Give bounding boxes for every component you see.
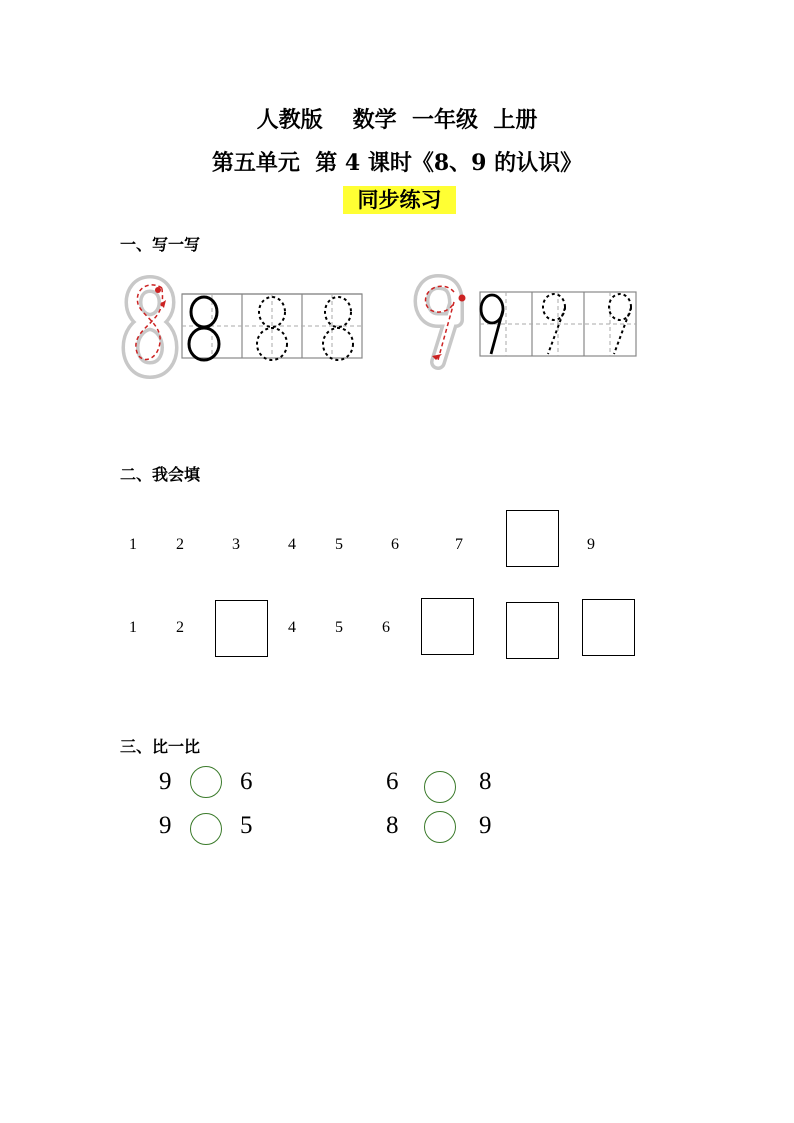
sequence-number: 2 [176, 536, 184, 553]
sequence-number: 2 [176, 619, 184, 636]
answer-box[interactable] [421, 598, 474, 655]
sequence-number: 3 [232, 536, 240, 553]
sequence-number: 4 [288, 536, 296, 553]
compare-left-number: 6 [386, 768, 399, 795]
doc-title [0, 103, 794, 134]
answer-box[interactable] [506, 602, 559, 659]
tracing-worksheet [120, 262, 660, 392]
compare-answer-circle[interactable] [424, 811, 456, 843]
sequence-number: 1 [129, 619, 137, 636]
sequence-number: 1 [129, 536, 137, 553]
section-fill-title: 二、我会填 [120, 465, 201, 484]
section-write-title: 一、写一写 [120, 235, 201, 254]
compare-right-number: 9 [479, 812, 492, 839]
sequence-number: 7 [455, 536, 463, 553]
writing-grid-8 [182, 294, 362, 360]
section-compare-title: 三、比一比 [120, 737, 201, 756]
compare-right-number: 8 [479, 768, 492, 795]
grade-label: 一年级 [412, 107, 479, 133]
sequence-number: 5 [335, 619, 343, 636]
subject-label: 数学 [352, 107, 397, 133]
answer-box[interactable] [506, 510, 559, 567]
compare-left-number: 8 [386, 812, 399, 839]
writing-grid-9 [480, 292, 636, 356]
trace-guide-9-icon [422, 282, 466, 362]
compare-right-number: 6 [240, 768, 253, 795]
sequence-number: 5 [335, 536, 343, 553]
compare-left-number: 9 [159, 768, 172, 795]
compare-answer-circle[interactable] [190, 813, 222, 845]
trace-guide-8-icon [131, 284, 170, 370]
compare-right-number: 5 [240, 812, 253, 839]
sequence-number: 6 [391, 536, 399, 553]
volume-label: 上册 [493, 107, 538, 133]
compare-left-number: 9 [159, 812, 172, 839]
answer-box[interactable] [582, 599, 635, 656]
sequence-number: 9 [587, 536, 595, 553]
sequence-number: 6 [382, 619, 390, 636]
publisher-label: 人教版 [256, 107, 323, 133]
compare-answer-circle[interactable] [190, 766, 222, 798]
lesson-title: 第五单元 第 4 课时《8、9 的认识》 [211, 150, 583, 176]
answer-box[interactable] [215, 600, 268, 657]
compare-answer-circle[interactable] [424, 771, 456, 803]
sequence-number: 4 [288, 619, 296, 636]
practice-badge: 同步练习 [343, 186, 456, 214]
